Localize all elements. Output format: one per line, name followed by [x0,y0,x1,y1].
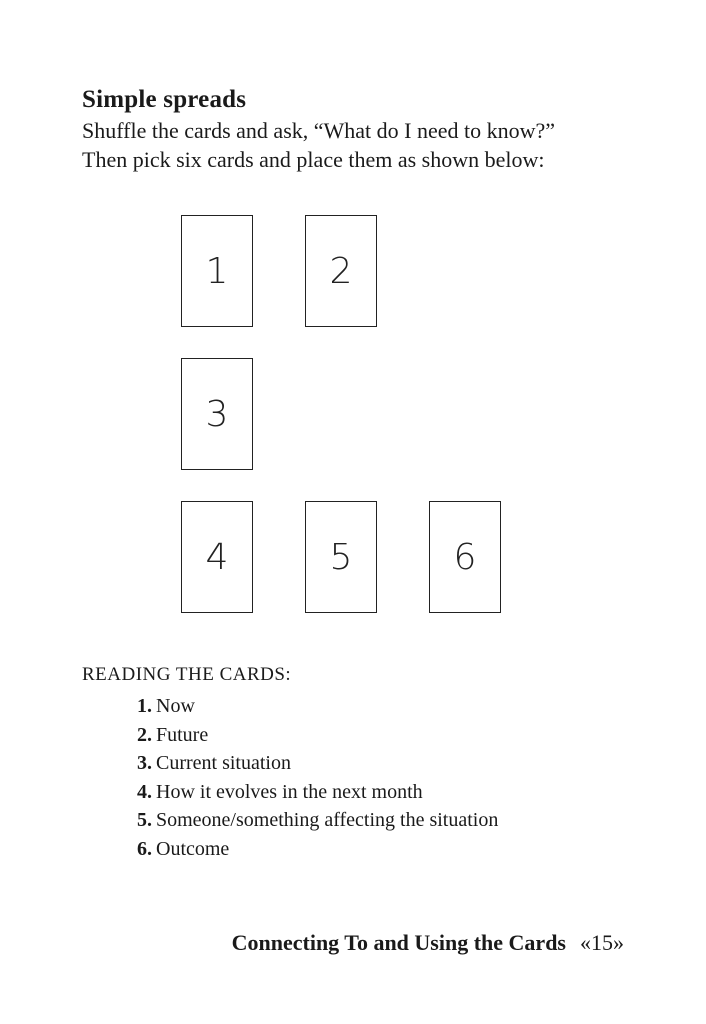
item-text: Outcome [156,837,230,860]
reading-list [137,692,498,864]
intro-line-1: Shuffle the cards and ask, “What do I need to know?” [82,118,556,143]
card-position-2: 2 [305,215,377,327]
section-title: Simple spreads [82,86,247,113]
page-footer [232,930,624,956]
item-number: 1. [137,695,152,717]
item-text: Someone/something affecting the situation [156,809,499,832]
list-item [137,835,498,864]
item-number: 2. [137,723,152,746]
list-item [137,806,498,835]
list-item [137,721,498,750]
card-position-6: 6 [429,501,501,613]
item-number: 6. [137,837,152,860]
list-item [137,692,498,721]
item-number: 4. [137,780,152,803]
item-text: Future [156,723,209,746]
item-text: How it evolves in the next month [156,780,423,803]
item-text: Now [156,695,195,717]
page-number: «15» [580,930,624,955]
item-number: 5. [137,809,152,832]
reading-heading: READING THE CARDS: [82,664,292,685]
intro-line-2: Then pick six cards and place them as shown below: [82,147,545,172]
card-position-1: 1 [181,215,253,327]
card-position-5: 5 [305,501,377,613]
list-item [137,749,498,778]
item-text: Current situation [156,752,291,775]
card-position-4: 4 [181,501,253,613]
chapter-title: Connecting To and Using the Cards [231,930,566,955]
card-position-3: 3 [181,358,253,470]
list-item [137,778,498,807]
intro-text [82,116,555,174]
item-number: 3. [137,752,152,775]
